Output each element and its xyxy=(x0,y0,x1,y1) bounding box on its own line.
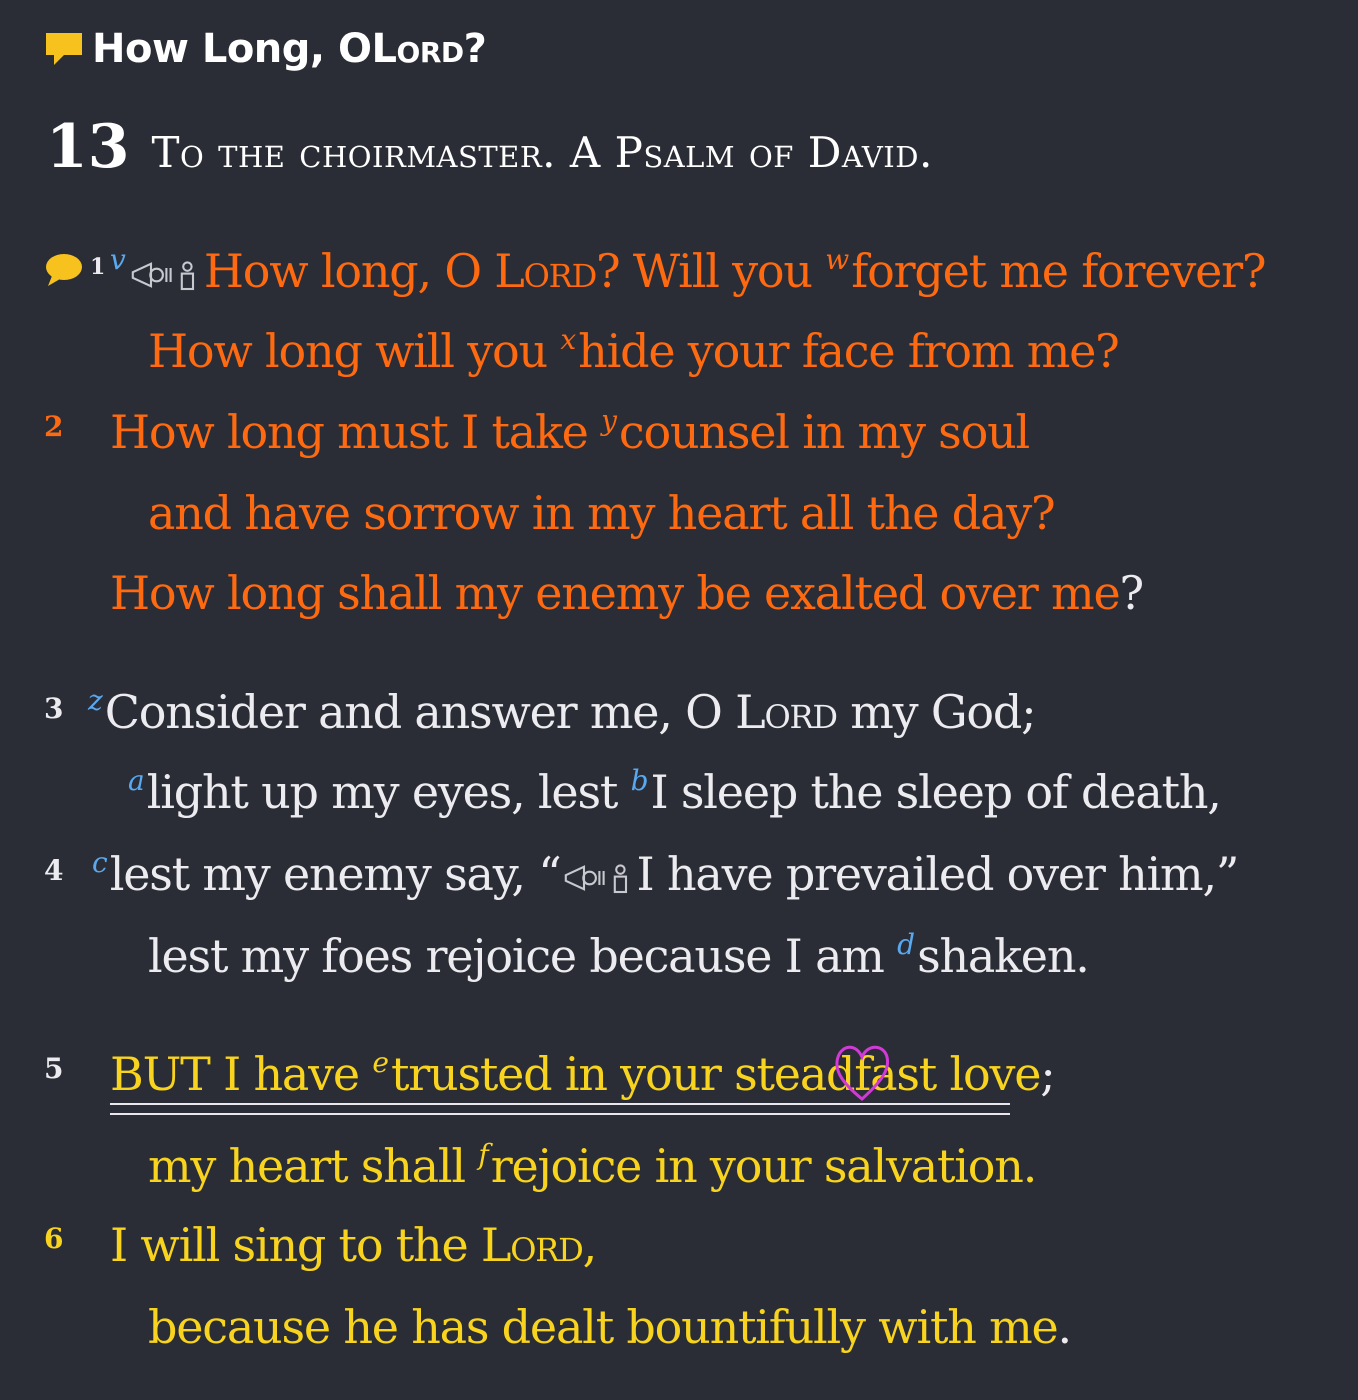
verse-1-line-b xyxy=(148,323,1119,378)
verse-5-text-a2: trusted in your steadfast love xyxy=(390,1047,1041,1101)
verse-3-text-a1: Consider and answer me, O xyxy=(104,685,736,739)
verse-5-text-b1: my heart shall xyxy=(148,1139,479,1193)
verse-4-text-b1: lest my foes rejoice because I am xyxy=(148,929,898,983)
speech-megaphone-icon[interactable] xyxy=(563,858,633,898)
footnote-z[interactable]: z xyxy=(88,684,103,717)
verse-2-line-c xyxy=(110,566,1143,620)
verse-4-text-a2: I have prevailed over him,” xyxy=(636,847,1239,901)
verse-2-text-a1: How long must I take xyxy=(110,405,602,459)
note-flag-icon[interactable] xyxy=(44,29,84,69)
heading-title-prefix: How Long, O xyxy=(92,26,372,72)
verse-3-line-b xyxy=(128,764,1221,819)
verse-1-text-a1: How long, O xyxy=(203,244,495,298)
verse-1-lord: Lord xyxy=(494,244,597,298)
verse-number-5: 5 xyxy=(44,1052,64,1085)
verse-6-line-b xyxy=(148,1300,1071,1354)
verse-number-2: 2 xyxy=(44,410,64,443)
verse-3-text-b1: light up my eyes, lest xyxy=(146,765,631,819)
footnote-a[interactable]: a xyxy=(128,764,145,797)
verse-1-line-a xyxy=(110,243,1265,298)
footnote-w[interactable]: w xyxy=(825,243,850,276)
footnote-d[interactable]: d xyxy=(897,928,916,961)
verse-2-punct: ? xyxy=(1119,566,1143,620)
verse-number-3: 3 xyxy=(44,692,64,725)
verse-5-line-a xyxy=(110,1046,1055,1101)
verse-6-line-a xyxy=(110,1218,596,1272)
verse-number-4: 4 xyxy=(44,854,64,887)
psalm-header xyxy=(46,112,933,182)
verse-6-lord: Lord xyxy=(480,1218,583,1272)
footnote-y[interactable]: y xyxy=(601,404,617,437)
verse-2-line-a xyxy=(110,404,1029,459)
verse-6-text-b: because he has dealt bountifully with me xyxy=(148,1300,1058,1354)
verse-1-text-b1: How long will you xyxy=(148,324,561,378)
section-heading xyxy=(44,26,486,72)
verse-3-text-b2: I sleep the sleep of death, xyxy=(650,765,1221,819)
verse-4-text-b2: shaken. xyxy=(917,929,1089,983)
superscription: To the choirmaster. A Psalm of David. xyxy=(151,128,933,177)
verse-3-lord: Lord xyxy=(735,685,837,739)
verse-number-1: 1 xyxy=(90,254,106,280)
verse-2-text-c: How long shall my enemy be exalted over me xyxy=(110,566,1120,620)
verse-5-line-b xyxy=(148,1138,1036,1193)
verse-4-line-a xyxy=(92,846,1238,901)
verse-5-text-a1: BUT I have xyxy=(110,1047,373,1101)
verse-1-text-a2: ? Will you xyxy=(596,244,826,298)
verse-5-text-b2: rejoice in your salvation. xyxy=(490,1139,1037,1193)
verse-6-text-a1: I will sing to the xyxy=(110,1218,481,1272)
verse-5-punct: ; xyxy=(1040,1047,1055,1101)
speech-megaphone-icon[interactable] xyxy=(130,255,200,295)
verse-1-text-b2: hide your face from me? xyxy=(578,324,1119,378)
verse-number-6: 6 xyxy=(44,1222,64,1255)
verse-6-punct-a: , xyxy=(582,1218,597,1272)
verse-6-punct-b: . xyxy=(1057,1300,1071,1354)
verse-2-line-b: and have sorrow in my heart all the day? xyxy=(148,486,1055,540)
comment-bubble-icon[interactable] xyxy=(44,252,84,288)
heading-title-suffix: ? xyxy=(463,26,487,72)
footnote-x[interactable]: x xyxy=(560,323,577,356)
verse-4-text-a1: lest my enemy say, “ xyxy=(109,847,561,901)
verse-1-text-a3: forget me forever? xyxy=(851,244,1266,298)
heading-lord: Lord xyxy=(371,26,464,72)
verse-2-text-a2: counsel in my soul xyxy=(618,405,1030,459)
footnote-c[interactable]: c xyxy=(92,846,108,879)
verse-4-line-b xyxy=(148,928,1089,983)
footnote-e[interactable]: e xyxy=(372,1046,389,1079)
footnote-v[interactable]: v xyxy=(110,243,126,276)
chapter-number: 13 xyxy=(46,112,130,182)
footnote-f[interactable]: f xyxy=(478,1138,489,1171)
footnote-b[interactable]: b xyxy=(630,764,649,797)
verse-3-line-a xyxy=(88,684,1035,739)
heart-icon[interactable] xyxy=(830,1035,894,1105)
verse-3-text-a2: my God; xyxy=(836,685,1036,739)
